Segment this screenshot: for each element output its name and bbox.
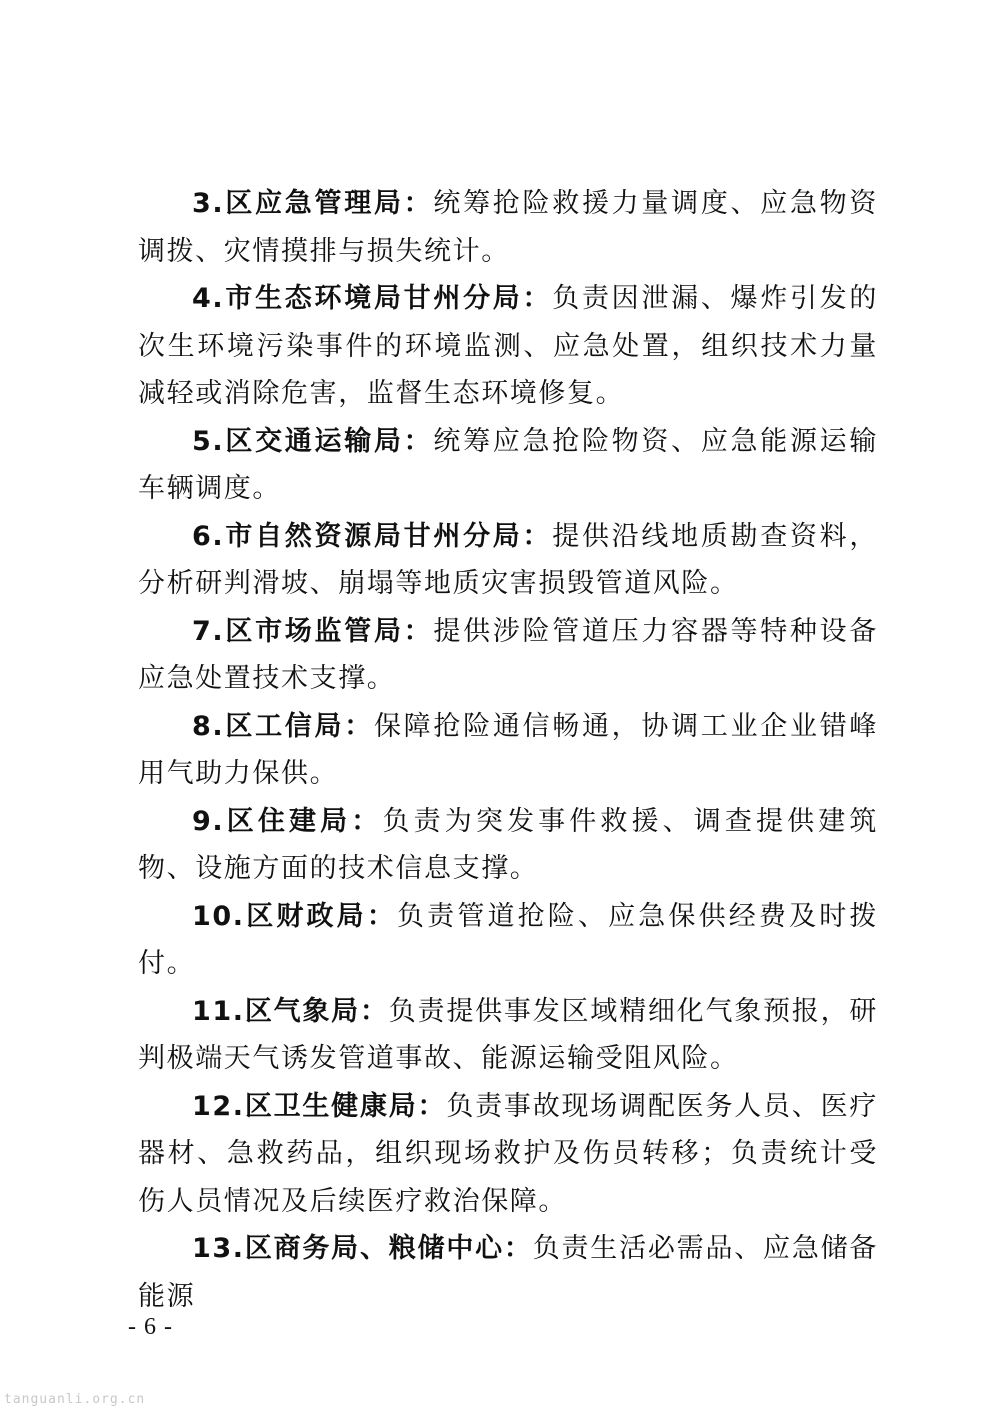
paragraph-item-9 (138, 798, 878, 893)
item-text: 统筹应急抢险物资、应急能源运输车辆调度。 (138, 425, 878, 504)
item-heading: 11.区气象局： (192, 995, 389, 1027)
item-heading: 7.区市场监管局： (192, 615, 434, 647)
paragraph-item-12 (138, 1083, 878, 1226)
item-heading: 8.区工信局： (192, 710, 374, 742)
item-text: 提供涉险管道压力容器等特种设备应急处置技术支撑。 (138, 615, 878, 694)
item-text: 统筹抢险救援力量调度、应急物资调拨、灾情摸排与损失统计。 (138, 188, 878, 267)
item-heading: 13.区商务局、粮储中心： (192, 1233, 533, 1264)
watermark-text: tanguanli.org.cn (4, 1392, 146, 1407)
item-text: 负责因泄漏、爆炸引发的次生环境污染事件的环境监测、应急处置，组织技术力量减轻或消除危害，监督生态环境修复。 (138, 283, 878, 409)
paragraph-item-8 (138, 703, 878, 798)
item-text: 提供沿线地质勘查资料，分析研判滑坡、崩塌等地质灾害损毁管道风险。 (138, 520, 878, 599)
item-text: 负责生活必需品、应急储备能源 (138, 1233, 878, 1312)
item-text: 负责事故现场调配医务人员、医疗器材、急救药品，组织现场救护及伤员转移；负责统计受伤人员情况及后续医疗救治保障。 (138, 1090, 878, 1217)
paragraph-item-10 (138, 893, 878, 988)
item-heading: 3.区应急管理局： (192, 188, 434, 219)
item-text: 负责管道抢险、应急保供经费及时拨付。 (138, 900, 878, 979)
paragraph-item-6 (138, 513, 878, 608)
page-number: - 6 - (128, 1314, 173, 1340)
paragraph-item-5 (138, 418, 878, 513)
document-body (138, 180, 878, 1320)
item-heading: 6.市自然资源局甘州分局： (192, 520, 553, 552)
paragraph-item-4 (138, 275, 878, 418)
item-text: 负责为突发事件救援、调查提供建筑物、设施方面的技术信息支撑。 (138, 805, 878, 884)
paragraph-item-13 (138, 1225, 878, 1320)
paragraph-item-7 (138, 608, 878, 703)
item-heading: 9.区住建局： (192, 805, 383, 837)
item-heading: 5.区交通运输局： (192, 425, 434, 457)
item-heading: 4.市生态环境局甘州分局： (192, 283, 553, 314)
paragraph-item-11 (138, 988, 878, 1083)
item-text: 保障抢险通信畅通，协调工业企业错峰用气助力保供。 (138, 710, 879, 789)
paragraph-item-3 (138, 180, 878, 275)
item-heading: 12.区卫生健康局： (192, 1090, 447, 1122)
item-heading: 10.区财政局： (192, 900, 397, 932)
item-text: 负责提供事发区域精细化气象预报，研判极端天气诱发管道事故、能源运输受阻风险。 (138, 995, 878, 1074)
